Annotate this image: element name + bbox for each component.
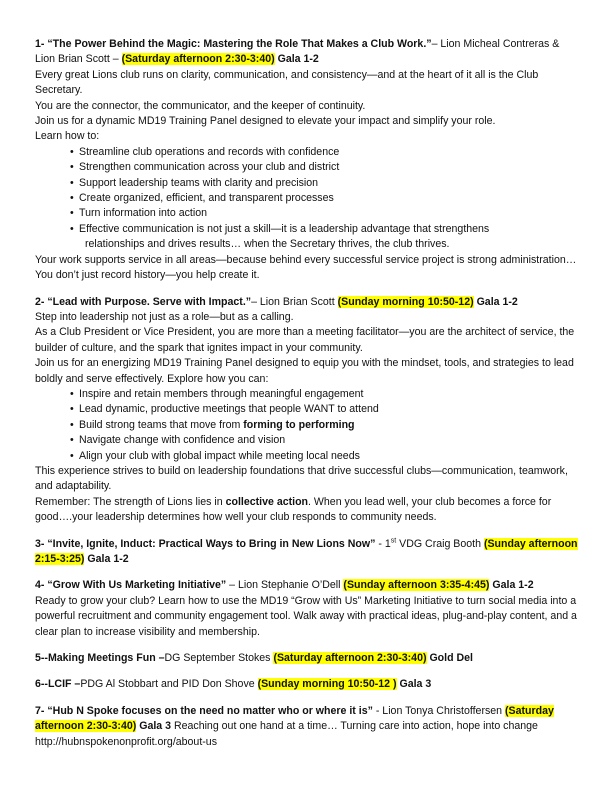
session-4-heading <box>35 578 580 593</box>
session-2-speaker: – Lion Brian Scott <box>251 295 338 308</box>
session-2-para-2: As a Club President or Vice President, you are more than a meeting facilitator—you are the architect of service, the builder of culture, and the spark that ignites impact in your community. <box>35 326 575 354</box>
session-3 <box>35 537 580 568</box>
session-2-para-5 <box>35 495 580 526</box>
session-4-speaker: – Lion Stephanie O’Dell <box>226 579 344 592</box>
session-7-description: Reaching out one hand at a time… Turning care into action, hope into change http://hubnspokenonprofit.org/about-us <box>35 720 538 748</box>
session-6-time: (Sunday morning 10:50-12 ) <box>257 678 397 691</box>
list-item: • Create organized, efficient, and transparent processes <box>71 191 580 206</box>
list-item <box>71 222 580 253</box>
session-3-ordinal: st <box>390 537 397 545</box>
session-1-para-2: You are the connector, the communicator, and the keeper of continuity. <box>35 99 366 112</box>
session-5-speaker: DG September Stokes <box>164 652 274 665</box>
list-item: • Align your club with global impact while meeting local needs <box>71 449 580 464</box>
session-3-speaker: VDG Craig Booth <box>396 537 484 550</box>
session-1 <box>35 37 580 284</box>
session-7-room: Gala 3 <box>136 720 172 733</box>
session-2-para-3: Join us for an energizing MD19 Training Panel designed to equip you with the mindset, tools, and strategies to lead boldly and serve effectively. Explore how you can: <box>35 357 574 385</box>
session-1-number: 1- <box>35 38 48 50</box>
list-item: • Inspire and retain members through meaningful engagement <box>71 387 580 402</box>
session-2-title: “Lead with Purpose. Serve with Impact.” <box>47 295 252 308</box>
session-3-time: (Sunday afternoon 2:15-3:25) <box>35 537 578 565</box>
session-5-number: 5-- <box>35 652 48 665</box>
list-item: • Streamline club operations and records with confidence <box>71 145 580 160</box>
session-2-para-4: This experience strives to build on leadership foundations that drive successful clubs—communication, teamwork, and adaptability. <box>35 464 568 493</box>
bullet-emphasis: forming to performing <box>243 418 355 431</box>
session-1-heading <box>35 37 580 68</box>
session-6-number: 6-- <box>35 678 48 691</box>
session-6-room: Gala 3 <box>396 678 432 691</box>
session-7-time: (Saturday afternoon 2:30-3:40) <box>35 704 554 733</box>
para-emphasis: collective action <box>225 495 309 508</box>
session-5 <box>35 651 580 666</box>
list-item: • Support leadership teams with clarity and precision <box>71 176 580 191</box>
list-item <box>71 418 580 433</box>
session-5-title: Making Meetings Fun – <box>47 652 165 665</box>
list-item: • Strengthen communication across your club and district <box>71 160 580 175</box>
session-3-number: 3- <box>35 537 48 550</box>
session-6-speaker: PDG Al Stobbart and PID Don Shove <box>80 678 258 691</box>
session-7 <box>35 704 580 750</box>
session-2-para-1: Step into leadership not just as a role—but as a calling. <box>35 310 294 323</box>
session-3-speaker-prefix: - 1 <box>375 537 391 550</box>
session-3-room: Gala 1-2 <box>84 553 129 565</box>
session-2-time: (Sunday morning 10:50-12) <box>337 295 474 308</box>
session-2-bullet-list <box>35 387 580 464</box>
session-2-room: Gala 1-2 <box>473 295 518 308</box>
session-1-para-3: Join us for a dynamic MD19 Training Panel designed to elevate your impact and simplify your role. <box>35 115 496 128</box>
session-4-description: Ready to grow your club? Learn how to use the MD19 “Grow with Us” Marketing Initiative to turn social media into a powerful recruitment and community engagement tool. Walk away with practical ideas, plug-and-play content, and a clear plan to increase visibility and membership. <box>35 594 577 638</box>
session-3-title: “Invite, Ignite, Induct: Practical Ways to Bring in New Lions Now” <box>47 537 376 550</box>
list-item: • Navigate change with confidence and vision <box>71 433 580 448</box>
bullet-text: Build strong teams that move from <box>79 418 244 431</box>
session-4-time: (Sunday afternoon 3:35-4:45) <box>343 579 490 592</box>
bullet-text-line-1: Effective communication is not just a skill—it is a leadership advantage that strengthens <box>79 222 490 235</box>
session-6 <box>35 677 580 692</box>
session-1-time: (Saturday afternoon 2:30-3:40) <box>121 53 275 66</box>
session-6-heading <box>35 677 580 692</box>
para-text: Remember: The strength of Lions lies in <box>35 495 226 508</box>
para-text: . When you lead well, your club becomes a force for good….your leadership determines how well your club responds to community needs. <box>35 495 552 524</box>
session-1-title: “The Power Behind the Magic: Mastering the Role That Makes a Club Work.” <box>47 38 432 50</box>
session-4-title: “Grow With Us Marketing Initiative” <box>47 579 227 592</box>
session-1-closing: Your work supports service in all areas—because behind every successful service project is strong administration… You don’t just record history—you help create it. <box>35 253 577 282</box>
session-7-number: 7- <box>35 704 48 717</box>
session-1-speakers: – Lion Micheal Contreras & Lion Brian Scott – <box>35 38 560 66</box>
list-item: • Lead dynamic, productive meetings that people WANT to attend <box>71 402 580 417</box>
session-1-para-1: Every great Lions club runs on clarity, communication, and consistency—and at the heart of it all is the Club Secretary. <box>35 68 539 97</box>
session-6-title: LCIF – <box>47 678 81 691</box>
session-4-number: 4- <box>35 579 48 592</box>
session-3-heading <box>35 537 580 568</box>
session-5-time: (Saturday afternoon 2:30-3:40) <box>273 652 427 665</box>
session-5-heading <box>35 651 580 666</box>
session-2-heading <box>35 295 580 310</box>
document-page <box>35 37 580 761</box>
session-2-number: 2- <box>35 295 48 308</box>
session-2 <box>35 295 580 526</box>
session-7-title: “Hub N Spoke focuses on the need no matter who or where it is” <box>47 704 373 717</box>
session-4 <box>35 578 580 640</box>
session-5-room: Gold Del <box>426 652 473 665</box>
session-1-room: Gala 1-2 <box>274 53 319 66</box>
session-1-bullet-list <box>35 145 580 253</box>
session-4-room: Gala 1-2 <box>489 579 534 592</box>
session-7-heading <box>35 704 580 750</box>
session-7-speaker: - Lion Tonya Christoffersen <box>372 704 505 717</box>
list-item: • Turn information into action <box>71 206 580 221</box>
session-1-learn-label: Learn how to: <box>35 130 100 143</box>
bullet-text-line-2: relationships and drives results… when the Secretary thrives, the club thrives. <box>85 238 450 251</box>
